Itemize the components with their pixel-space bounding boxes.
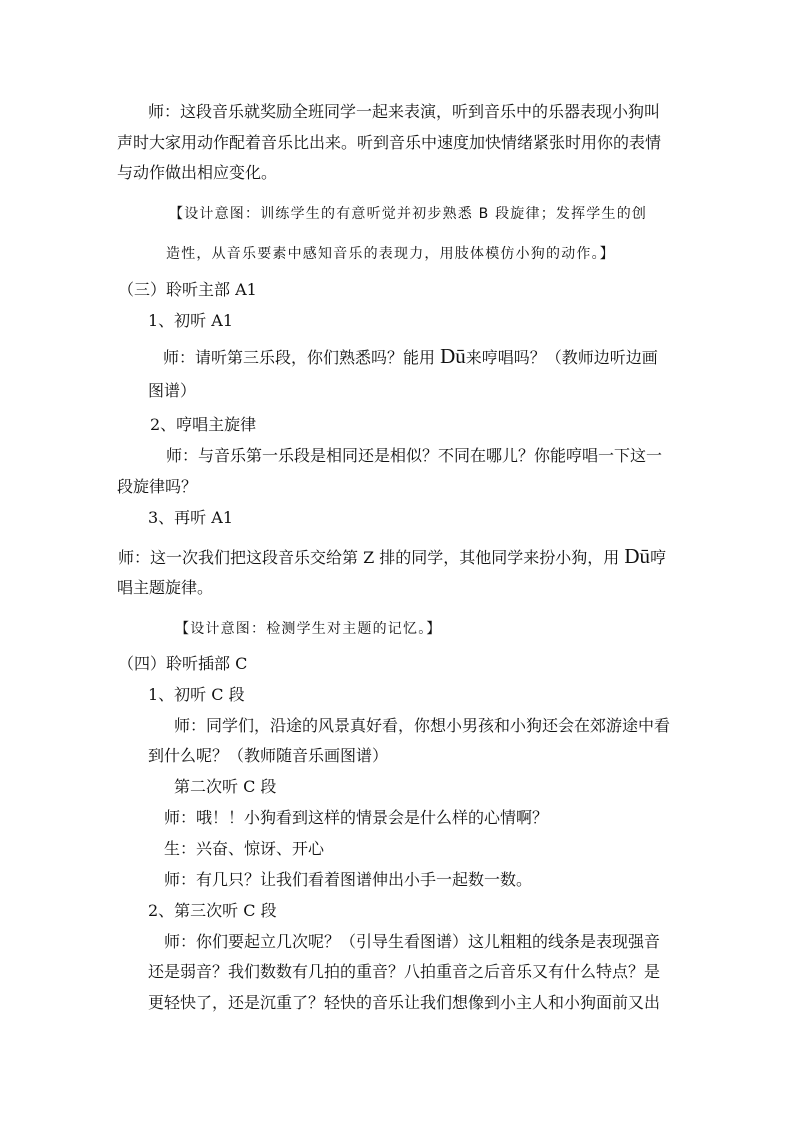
design-intent-note: 造性，从音乐要素中感知音乐的表现力，用肢体模仿小狗的动作。】	[166, 246, 615, 262]
paragraph-text: 哼	[650, 548, 667, 567]
paragraph-line: 生：兴奋、惊讶、开心	[164, 839, 325, 858]
paragraph-text: 师：这一次我们把这段音乐交给第 Z 排的同学，其他同学来扮小狗，用	[118, 548, 625, 567]
paragraph-line: 声时大家用动作配着音乐比出来。听到音乐中速度加快情绪紧张时用你的表情	[117, 133, 662, 152]
du-syllable: Dū	[624, 544, 651, 568]
subsection-heading: 3、再听 A1	[148, 508, 234, 527]
paragraph-text: 师：请听第三乐段，你们熟悉吗？能用	[163, 348, 441, 367]
design-intent-note: 【设计意图：训练学生的有意听觉并初步熟悉 B 段旋律；发挥学生的创	[169, 206, 648, 222]
du-syllable: Dū	[440, 344, 466, 368]
paragraph-line: 师：这段音乐就奖励全班同学一起来表演，听到音乐中的乐器表现小狗叫	[148, 102, 661, 121]
subsection-heading: 1、初听 C 段	[148, 685, 245, 704]
paragraph-line	[118, 546, 666, 568]
paragraph-line: 师：与音乐第一乐段是相同还是相似？不同在哪儿？你能哼唱一下这一	[166, 446, 663, 465]
subsection-heading: 1、初听 A1	[148, 311, 234, 330]
paragraph-line: 到什么呢？（教师随音乐画图谱）	[148, 746, 389, 765]
paragraph-line: 与动作做出相应变化。	[117, 163, 278, 182]
paragraph-text: 来哼唱吗？（教师边听边画	[465, 348, 658, 367]
subsection-heading: 2、第三次听 C 段	[148, 901, 277, 920]
paragraph-line: 师：同学们，沿途的风景真好看，你想小男孩和小狗还会在郊游途中看	[174, 716, 671, 735]
paragraph-line: 唱主题旋律。	[117, 578, 214, 597]
paragraph-line: 师：哦！！小狗看到这样的情景会是什么样的心情啊？	[164, 808, 549, 827]
paragraph-line: 师：有几只？让我们看着图谱伸出小手一起数一数。	[164, 870, 533, 889]
subsection-heading: 2、哼唱主旋律	[150, 415, 257, 434]
paragraph-line	[163, 346, 658, 368]
paragraph-line: 图谱）	[148, 381, 197, 400]
paragraph-line: 还是弱音？我们数数有几拍的重音？八拍重音之后音乐又有什么特点？是	[148, 962, 661, 981]
paragraph-line: 更轻快了，还是沉重了？轻快的音乐让我们想像到小主人和小狗面前又出	[148, 993, 661, 1012]
subsection-heading: 第二次听 C 段	[174, 777, 277, 796]
section-heading: （四）聆听插部 C	[118, 654, 248, 673]
section-heading: （三）聆听主部 A1	[118, 280, 257, 299]
paragraph-line: 师：你们要起立几次呢？（引导生看图谱）这儿粗粗的线条是表现强音	[164, 932, 661, 951]
paragraph-line: 段旋律吗？	[117, 477, 198, 496]
design-intent-note: 【设计意图：检测学生对主题的记忆。】	[175, 621, 442, 637]
